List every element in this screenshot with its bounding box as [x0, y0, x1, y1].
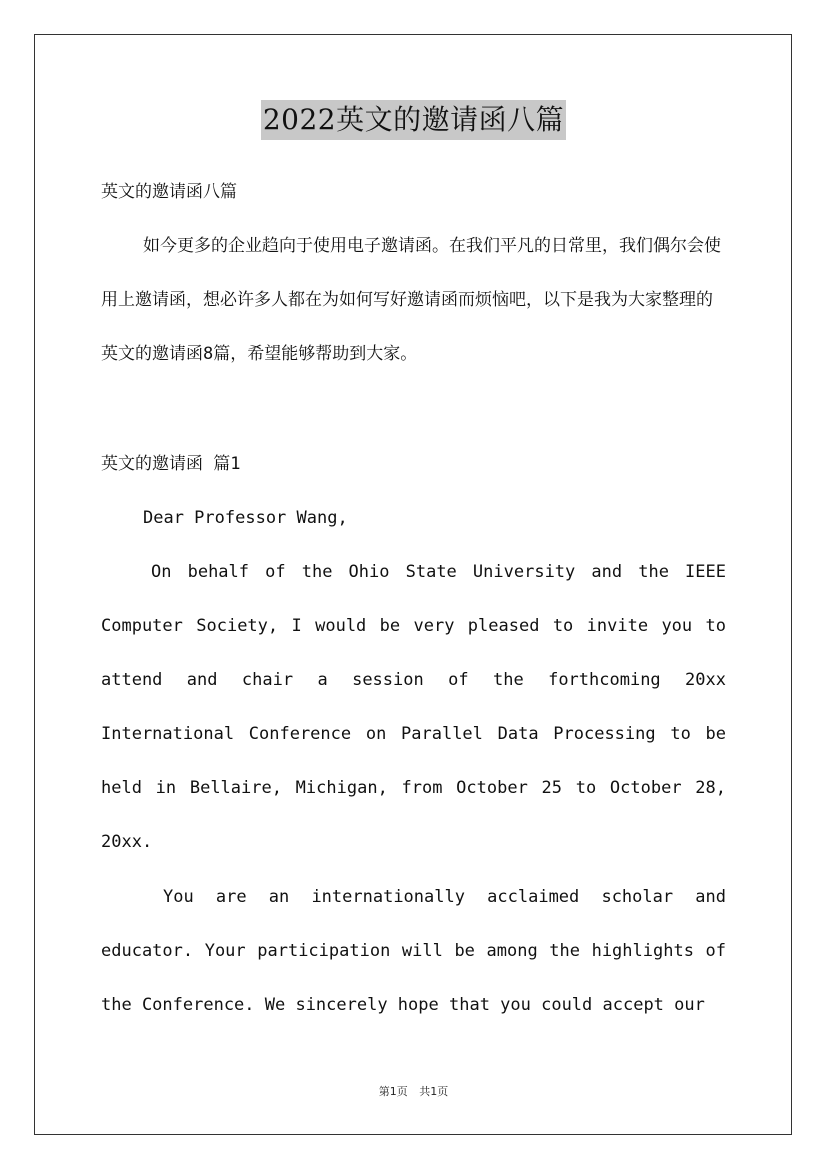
- intro-paragraph: 如今更多的企业趋向于使用电子邀请函。在我们平凡的日常里，我们偶尔会使用上邀请函，想必许多人都在为如何写好邀请函而烦恼吧，以下是我为大家整理的英文的邀请函8篇，希望能够帮助到大家。: [101, 236, 721, 364]
- document-title: 2022英文的邀请函八篇: [261, 100, 566, 140]
- body-paragraph-1: On behalf of the Ohio State University and the IEEE Computer Society, I would be very pleased to invite you to attend and chair a session of the forthcoming 20xx International Conference on Parallel Data Processing to be held in Bellaire, Michigan, from October 25 to October 28, 20xx.: [101, 562, 726, 852]
- salutation: Dear Professor Wang,: [143, 508, 348, 528]
- page-number: 第1页: [378, 1085, 408, 1098]
- page-total: 共1页: [419, 1085, 449, 1098]
- section-heading-1: 英文的邀请函 篇1: [101, 454, 241, 474]
- title-container: [0, 100, 827, 140]
- document-subtitle: 英文的邀请函八篇: [101, 182, 237, 202]
- body-paragraph-2: You are an internationally acclaimed scholar and educator. Your participation will be among the highlights of the Conference. We sincerely hope that you could accept our: [101, 887, 726, 1015]
- page-footer: [0, 1084, 827, 1100]
